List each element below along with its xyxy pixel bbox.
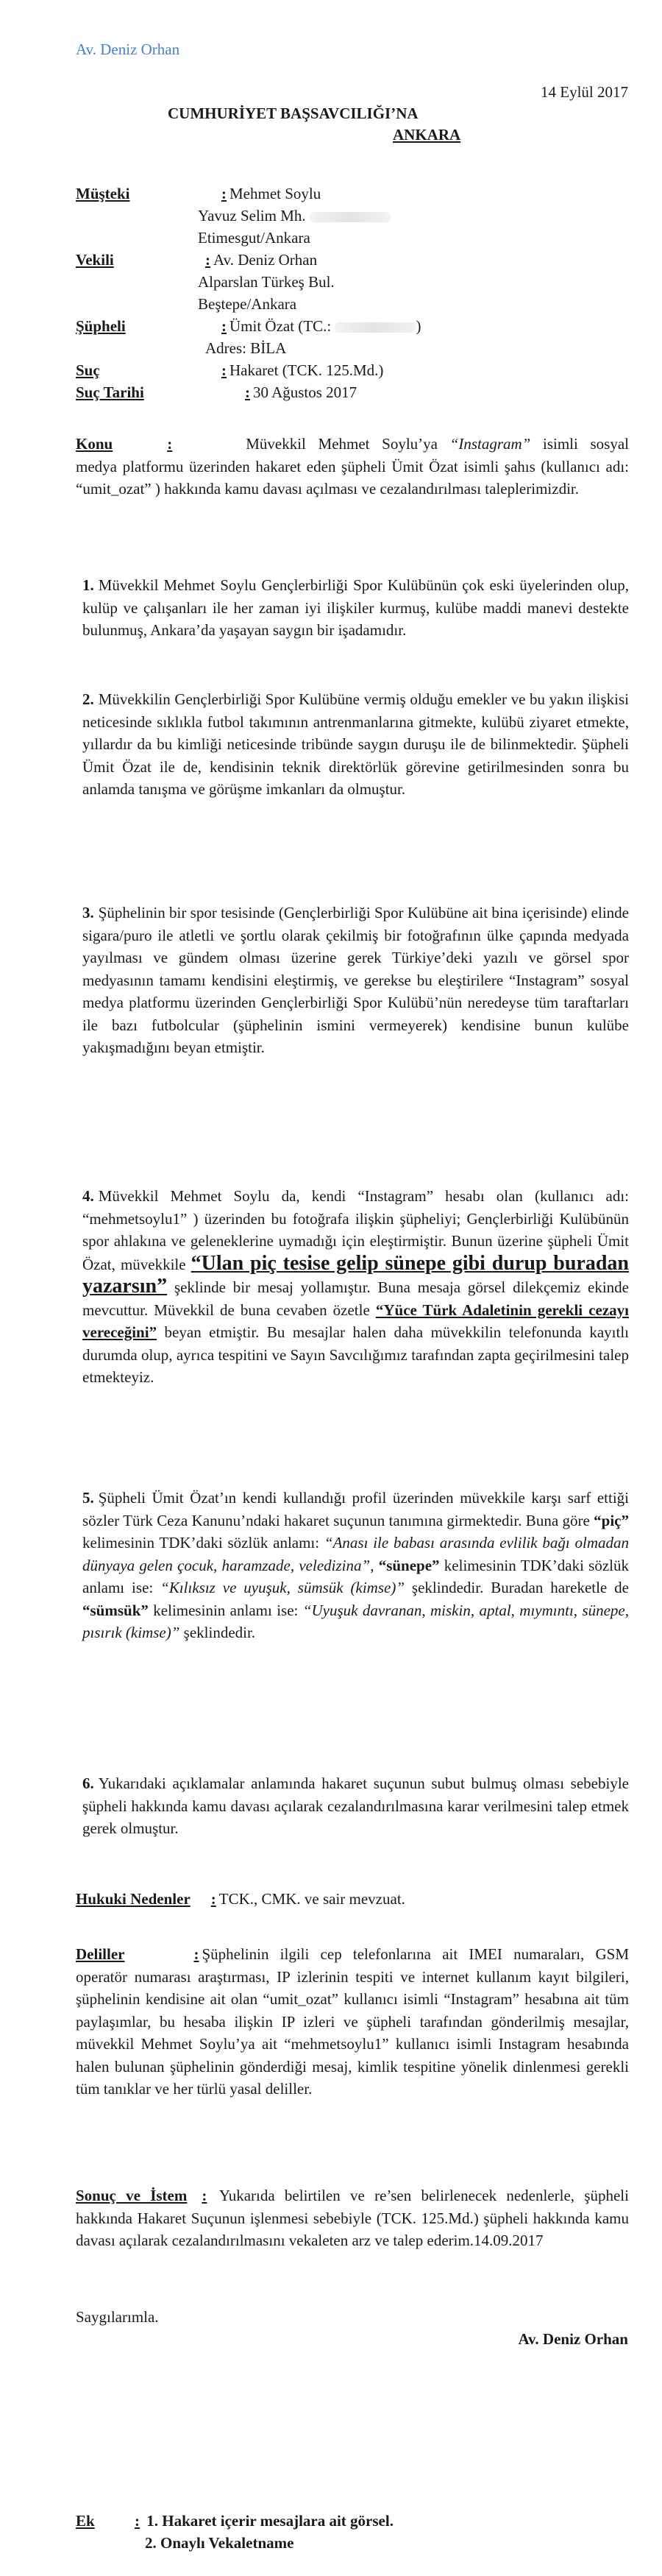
hukuki-label: Hukuki Nedenler	[76, 1890, 191, 1908]
musteki-line-2: Yavuz Selim Mh.	[198, 207, 306, 224]
suc-label: Suç	[76, 361, 100, 379]
item-text-i: şeklindedir. Buradan hareketle de	[405, 1579, 629, 1596]
sonuc-label: Sonuç ve İstem	[76, 2187, 188, 2204]
attachments	[76, 2510, 591, 2555]
word-sunepe: “sünepe”	[378, 1556, 440, 1574]
item-3	[82, 902, 629, 1059]
parties-block	[76, 183, 635, 425]
item-text: Şüphelinin bir spor tesisinde (Gençlerbirliği Spor Kulübüne ait bina içerisinde) elinde sigara/puro ile atletli ve şortlu olarak çekilmiş bir fotoğrafının ülke çapında medyada yayılması ve gündem olması üzerine gerek Türkiye’deki yazılı ve görsel spor medyasının tamamı kendisini eleştirmiş, ve gerekse bu eleştirilere “Instagram” sosyal medya platformu üzerinden Gençlerbirliği Spor Kulübü’nün neredeyse tüm taraftarları ile bazı futbolcular (şüphelinin ismini vermeyerek) kendisine bunun kulübe yakışmadığını beyan etmiştir.	[82, 904, 629, 1056]
musteki-line-1: Mehmet Soylu	[229, 185, 321, 202]
header-author: Av. Deniz Orhan	[76, 40, 180, 58]
konu-paragraph	[76, 433, 629, 500]
supheli-close: )	[416, 317, 421, 335]
vekili-line-2: Alparslan Türkeş Bul.	[198, 273, 335, 291]
colon: :	[135, 2512, 140, 2530]
item-text: Yukarıdaki açıklamalar anlamında hakaret suçunun subut bulmuş olması sebebiyle şüpheli hakkında kamu davası açılarak cezalandırılmasına karar verilmesini talep etmek gerek olmuştur.	[82, 1774, 629, 1837]
item-text-c: kelimesinin TDK’daki sözlük anlamı:	[82, 1534, 324, 1551]
colon: :	[245, 383, 250, 401]
item-text-m: şeklindedir.	[179, 1624, 256, 1641]
konu-text-1: Müvekkil Mehmet Soylu’ya	[246, 435, 438, 453]
colon: :	[205, 251, 210, 269]
deliller-label: Deliller	[76, 1945, 125, 1963]
supheli-name	[221, 315, 421, 337]
musteki-name	[221, 183, 321, 205]
item-text: Müvekkilin Gençlerbirliği Spor Kulübüne vermiş olduğu emekler ve bu yakın ilişkisi neticesinde sıklıkla futbol takımının antrenmanlarına gitmekte, kulübü ziyaret etmekte, yıllardır da bu kimliği neticesinde tribünde saygın duruşu ile de bilinmektedir. Şüpheli Ümit Özat ile de, kendisinin teknik direktörlük görevine getirilmesinden sonra bu anlamda tanışma ve görüşme imkanları da olmuştur.	[82, 690, 629, 798]
document-date: 14 Eylül 2017	[541, 83, 628, 101]
item-number: 6.	[82, 1774, 94, 1792]
item-number: 3.	[82, 904, 94, 921]
item-6	[82, 1772, 629, 1840]
colon: :	[221, 185, 227, 202]
hukuki-nedenler	[76, 1888, 629, 1911]
item-text-c: şeklinde bir mesaj yollamıştır. Buna mesaja görsel dilekçemiz ekinde mevcuttur. Müvekkil de buna cevaben özetle	[82, 1278, 629, 1319]
item-text-a: Şüpheli Ümit Özat’ın kendi kullandığı profil üzerinden müvekkile karşı sarf ettiği sözler Türk Ceza Kanunu’ndaki hakaret suçunun tanımına girmektedir. Buna göre	[82, 1489, 629, 1529]
redaction	[335, 322, 416, 333]
colon: :	[210, 1890, 216, 1908]
supheli-label: Şüpheli	[76, 317, 126, 335]
item-2	[82, 688, 629, 801]
colon: :	[167, 435, 173, 453]
suc-tarihi-label: Suç Tarihi	[76, 383, 144, 401]
item-text-a: Müvekkil Mehmet Soylu da, kendi “Instagram” hesabı olan (kullanıcı adı: “mehmetsoylu1” ) üzerinden bu fotoğrafa ilişkin şüpheliyi; Gençlerbirliği Kulübünün spor ahlakına ve geleneklerine uymadığı için eleştirmiştir. Bunun üzerine şüpheli Ümit Özat, müvekkile	[82, 1187, 629, 1273]
ek-item-1	[135, 2510, 394, 2532]
suc-value-text: Hakaret (TCK. 125.Md.)	[229, 361, 384, 379]
deliller-text: Şüphelinin ilgili cep telefonlarına ait IMEI numaraları, GSM operatör numarası araştırması, IP izlerinin tespiti ve internet kullanım kayıt bilgileri, şüphelinin kendisine ait olan “umit_ozat” kullanıcı isimli “Instagram” hesabına ait tüm paylaşımlar, bu hesaba ilişkin IP izleri ve şüpheli tarafından gönderilmiş mesajlar, müvekkil Mehmet Soylu’ya ait “mehmetsoylu1” kullanıcı isimli Instagram hesabında halen bulunan şüphelinin gönderdiği mesaj, kimlik tespitine yönelik dinlenmesi gerekli tüm tanıklar ve her türlü yasal deliller.	[76, 1945, 629, 2098]
sonuc-text: Yukarıda belirtilen ve re’sen belirlenecek nedenlerle, şüpheli hakkında Hakaret Suçunun işlenmesi sebebiyle (TCK. 125.Md.) şüpheli hakkında kamu davası açılarak cezalandırılmasını vekaleten arz ve talep ederim.14.09.2017	[76, 2187, 629, 2249]
vekili-name	[205, 249, 317, 271]
konu-label: Konu	[76, 435, 113, 453]
item-number: 5.	[82, 1489, 94, 1507]
definition-pic: “Anası ile babası arasında evlilik bağı olmadan dünyaya gelen çocuk, haramzade, veledizina”	[82, 1534, 629, 1574]
colon: :	[221, 361, 227, 379]
separator: ,	[370, 1556, 379, 1574]
ek-item-2: 2. Onaylı Vekaletname	[145, 2534, 294, 2552]
musteki-label: Müşteki	[76, 185, 130, 202]
suc-tarihi-text: 30 Ağustos 2017	[253, 383, 357, 401]
vekili-label: Vekili	[76, 251, 114, 269]
court-line-2: ANKARA	[393, 126, 461, 144]
definition-sunepe: “Kılıksız ve uyuşuk, sümsük (kimse)”	[160, 1579, 405, 1596]
definition-sumsuk: “Uyuşuk davranan, miskin, aptal, mıymıntı, sünepe, pısırık (kimse)”	[82, 1601, 630, 1641]
konu-instagram: “Instagram”	[449, 435, 531, 453]
item-4	[82, 1185, 629, 1389]
hukuki-text: TCK., CMK. ve sair mevzuat.	[218, 1890, 405, 1908]
colon: :	[221, 317, 227, 335]
deliller	[76, 1943, 629, 2101]
konu-text-2: isimli sosyal medya platformu üzerinden hakaret eden şüpheli Ümit Özat isimli şahıs (kullanıcı adı: “umit_ozat” ) hakkında kamu davası açılması ve cezalandırılması taleplerimizdir.	[76, 435, 629, 498]
musteki-line-3: Etimesgut/Ankara	[198, 229, 310, 247]
sonuc-istem	[76, 2184, 629, 2252]
item-text-e: beyan etmiştir. Bu mesajlar halen daha müvekkilin telefonunda kayıtlı durumda olup, ayrıca tespitini ve Sayın Savcılığımız tarafından zapta geçirilmesini talep etmekteyiz.	[82, 1323, 629, 1386]
insult-quote: “Ulan piç tesise gelip sünepe gibi durup buradan yazarsın”	[82, 1251, 629, 1298]
suc-value	[221, 359, 383, 381]
word-pic: “piç”	[594, 1511, 629, 1529]
musteki-address-1	[198, 205, 391, 227]
vekili-line-1: Av. Deniz Orhan	[213, 251, 318, 269]
item-text-g: kelimesinin TDK’daki sözlük anlamı ise:	[82, 1556, 630, 1596]
ek-item-1-text: 1. Hakaret içerir mesajlara ait görsel.	[146, 2512, 394, 2530]
item-text-k: kelimesinin anlamı ise:	[148, 1601, 303, 1619]
court-line-1: CUMHURİYET BAŞSAVCILIĞI’NA	[168, 105, 419, 122]
signature: Av. Deniz Orhan	[518, 2330, 628, 2348]
reply-quote: “Yüce Türk Adaletinin gerekli cezayı vereceğini”	[82, 1301, 629, 1341]
word-sumsuk: “sümsük”	[82, 1601, 149, 1619]
item-number: 4.	[82, 1187, 94, 1205]
redaction	[310, 212, 391, 222]
vekili-line-3: Beştepe/Ankara	[198, 295, 297, 313]
item-5	[82, 1487, 629, 1644]
item-text: Müvekkil Mehmet Soylu Gençlerbirliği Spor Kulübünün çok eski üyelerinden olup, kulüp ve çalışanları ile her zaman iyi ilişkiler kurmuş, kulübe maddi manevi destekte bulunmuş, Ankara’da yaşayan saygın bir işadamıdır.	[82, 576, 629, 639]
item-number: 2.	[82, 690, 94, 708]
item-1	[82, 574, 629, 642]
colon: :	[193, 1945, 199, 1963]
greeting: Saygılarımla.	[76, 2308, 159, 2326]
item-number: 1.	[82, 576, 94, 594]
court-addressee	[168, 103, 609, 146]
suc-tarihi-value	[245, 381, 357, 403]
supheli-address: Adres: BİLA	[205, 339, 287, 357]
ek-label: Ek	[76, 2512, 95, 2530]
supheli-name-text: Ümit Özat (TC.:	[229, 317, 332, 335]
colon: :	[202, 2187, 207, 2204]
